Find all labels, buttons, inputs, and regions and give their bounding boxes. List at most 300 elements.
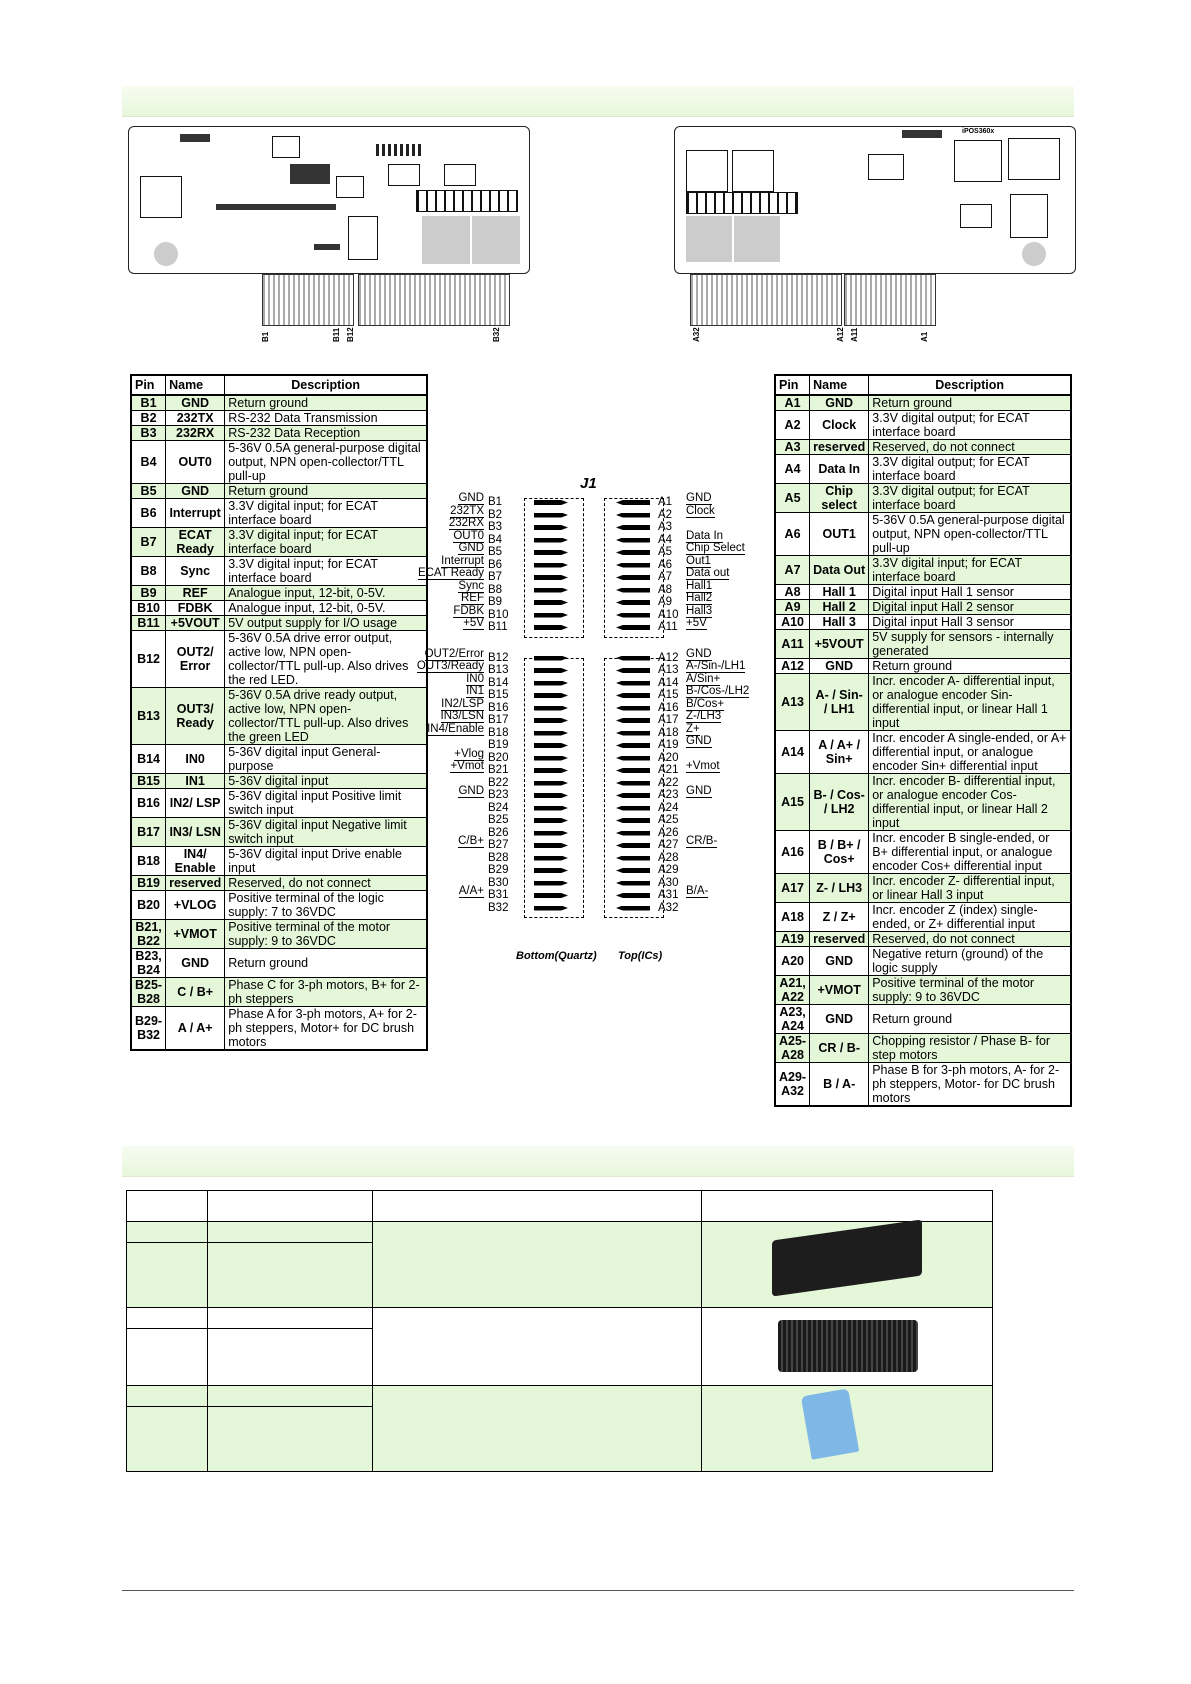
table-row bbox=[131, 395, 427, 411]
pin-name-cell: OUT2/ Error bbox=[166, 631, 225, 688]
connector-image-3 bbox=[801, 1388, 859, 1459]
pin-desc-cell: 5-36V digital input Negative limit switch input bbox=[225, 818, 427, 847]
pin-pin-cell: A7 bbox=[775, 556, 810, 585]
j1-pin-contact-b bbox=[534, 781, 568, 786]
j1-pin-label-b: B4 bbox=[488, 533, 503, 546]
pin-name-cell: +VMOT bbox=[166, 920, 225, 949]
cell bbox=[127, 1191, 208, 1222]
pin-name-cell: 232TX bbox=[166, 411, 225, 426]
j1-signal-right: Z+ bbox=[686, 722, 700, 735]
pin-desc-cell: Return ground bbox=[225, 949, 427, 978]
board-label-b32: B32 bbox=[492, 327, 501, 342]
j1-pin-label-a: A30 bbox=[658, 876, 679, 889]
pin-name-cell: OUT0 bbox=[166, 441, 225, 484]
j1-pin-contact-a bbox=[616, 893, 650, 898]
table-row bbox=[131, 949, 427, 978]
table-row bbox=[131, 688, 427, 745]
pin-pin-cell: A20 bbox=[775, 947, 810, 976]
cell bbox=[127, 1329, 208, 1386]
j1-pin-label-a: A4 bbox=[658, 533, 673, 546]
pin-pin-cell: A5 bbox=[775, 484, 810, 513]
j1-pin-label-a: A15 bbox=[658, 689, 679, 701]
j1-pin-label-a: A26 bbox=[658, 826, 679, 839]
component bbox=[376, 144, 422, 156]
cell bbox=[208, 1222, 373, 1243]
pin-name-cell: Z / Z+ bbox=[810, 903, 869, 932]
pin-pin-cell: A18 bbox=[775, 903, 810, 932]
j1-signal-right: A/Sin+ bbox=[686, 672, 721, 685]
table-row bbox=[775, 731, 1071, 774]
pin-name-cell: B / A- bbox=[810, 1063, 869, 1107]
j1-pin-contact-a bbox=[616, 563, 650, 568]
j1-title: J1 bbox=[580, 475, 597, 492]
j1-pin-contact-b bbox=[534, 868, 568, 873]
j1-pin-contact-b bbox=[534, 550, 568, 555]
cell bbox=[208, 1407, 373, 1472]
pin-name-cell: IN2/ LSP bbox=[166, 789, 225, 818]
pin-name-cell: Data Out bbox=[810, 556, 869, 585]
j1-pin-contact-a bbox=[616, 550, 650, 555]
cell bbox=[702, 1386, 993, 1472]
j1-signal-left: +5V bbox=[463, 617, 484, 629]
j1-pin-label-b: B14 bbox=[488, 676, 509, 689]
j1-pin-contact-a bbox=[616, 706, 650, 711]
cell bbox=[208, 1191, 373, 1222]
pin-pin-cell: A23, A24 bbox=[775, 1005, 810, 1034]
pin-pin-cell: B9 bbox=[131, 586, 166, 601]
pin-desc-cell: Incr. encoder A single-ended, or A+ differential input, or analogue encoder Sin+ differential input bbox=[869, 731, 1071, 774]
pin-desc-cell: Phase A for 3-ph motors, A+ for 2-ph steppers, Motor+ for DC brush motors bbox=[225, 1007, 427, 1051]
pin-desc-cell: 3.3V digital output; for ECAT interface board bbox=[869, 455, 1071, 484]
table-row bbox=[775, 903, 1071, 932]
pin-name-cell: Chip select bbox=[810, 484, 869, 513]
pin-name-cell: A / A+ bbox=[166, 1007, 225, 1051]
table-row bbox=[131, 586, 427, 601]
pin-pin-cell: A16 bbox=[775, 831, 810, 874]
pin-name-cell: reserved bbox=[810, 932, 869, 947]
j1-pin-label-a: A23 bbox=[658, 789, 679, 801]
pin-desc-cell: Digital input Hall 1 sensor bbox=[869, 585, 1071, 600]
j1-pin-label-b: B19 bbox=[488, 739, 509, 751]
j1-connector-diagram bbox=[416, 470, 750, 962]
pin-pin-cell: B20 bbox=[131, 891, 166, 920]
chip-label: iPOS360x bbox=[962, 128, 995, 135]
table-row bbox=[131, 616, 427, 631]
pin-desc-cell: 5-36V 0.5A drive error output, active low, NPN open-collector/TTL pull-up. Also drives the red LED. bbox=[225, 631, 427, 688]
j1-pin-contact-b bbox=[534, 881, 568, 886]
table-row bbox=[127, 1222, 993, 1243]
j1-pin-contact-a bbox=[616, 500, 650, 505]
pin-name-cell: Hall 3 bbox=[810, 615, 869, 630]
pin-pin-cell: B14 bbox=[131, 745, 166, 774]
pin-desc-cell: 5-36V 0.5A general-purpose digital output, NPN open-collector/TTL pull-up bbox=[225, 441, 427, 484]
j1-signal-right: Hall3 bbox=[686, 604, 713, 617]
pin-desc-cell: Incr. encoder A- differential input, or analogue encoder Sin-differential input, or linear Hall 1 input bbox=[869, 674, 1071, 731]
component bbox=[686, 150, 728, 192]
pin-name-cell: C / B+ bbox=[166, 978, 225, 1007]
j1-pin-label-a: A5 bbox=[658, 546, 673, 558]
pin-desc-cell: Negative return (ground) of the logic supply bbox=[869, 947, 1071, 976]
pin-desc-cell: 5V output supply for I/O usage bbox=[225, 616, 427, 631]
j1-pin-contact-b bbox=[534, 831, 568, 836]
table-row bbox=[775, 630, 1071, 659]
pin-pin-cell: B7 bbox=[131, 528, 166, 557]
j1-pin-label-b: B24 bbox=[488, 801, 509, 814]
table-row bbox=[775, 1005, 1071, 1034]
j1-signal-right: Clock bbox=[686, 504, 715, 517]
j1-signal-right: Hall1 bbox=[686, 579, 713, 592]
j1-pin-contact-a bbox=[616, 575, 650, 580]
j1-pin-label-b: B30 bbox=[488, 876, 509, 889]
pin-name-cell: +5VOUT bbox=[810, 630, 869, 659]
j1-pin-label-a: A21 bbox=[658, 764, 679, 776]
table-row bbox=[775, 615, 1071, 630]
pin-name-cell: Z- / LH3 bbox=[810, 874, 869, 903]
j1-signal-left: +Vlog bbox=[454, 747, 484, 760]
j1-pin-label-a: A18 bbox=[658, 726, 679, 739]
pin-table-b bbox=[130, 374, 428, 1051]
pin-desc-cell: Phase B for 3-ph motors, A- for 2-ph steppers, Motor- for DC brush motors bbox=[869, 1063, 1071, 1107]
j1-pin-contact-a bbox=[616, 743, 650, 748]
j1-signal-left: IN1 bbox=[466, 685, 484, 697]
pin-name-cell: +5VOUT bbox=[166, 616, 225, 631]
table-row bbox=[775, 947, 1071, 976]
pin-pin-cell: B2 bbox=[131, 411, 166, 426]
table-row bbox=[775, 585, 1071, 600]
j1-signal-right: Data In bbox=[686, 529, 724, 542]
j1-pin-label-b: B5 bbox=[488, 546, 503, 558]
pin-desc-cell: 5-36V digital input Positive limit switch input bbox=[225, 789, 427, 818]
component bbox=[902, 130, 942, 138]
pin-pin-cell: A21, A22 bbox=[775, 976, 810, 1005]
component bbox=[422, 216, 470, 264]
j1-pin-label-b: B7 bbox=[488, 571, 503, 583]
pin-pin-cell: B23, B24 bbox=[131, 949, 166, 978]
pin-pin-cell: A25- A28 bbox=[775, 1034, 810, 1063]
pin-pin-cell: A6 bbox=[775, 513, 810, 556]
pin-desc-cell: 3.3V digital input; for ECAT interface board bbox=[225, 557, 427, 586]
j1-pin-label-a: A6 bbox=[658, 558, 673, 571]
j1-pin-label-b: B26 bbox=[488, 826, 509, 839]
j1-signal-right: GND bbox=[686, 785, 712, 797]
round-pad bbox=[1022, 242, 1046, 266]
table-row bbox=[775, 874, 1071, 903]
cell bbox=[208, 1243, 373, 1308]
component bbox=[954, 140, 1002, 182]
pin-desc-cell: Analogue input, 12-bit, 0-5V. bbox=[225, 586, 427, 601]
j1-pin-label-a: A9 bbox=[658, 596, 673, 608]
cell bbox=[702, 1222, 993, 1308]
j1-pin-label-a: A13 bbox=[658, 664, 679, 676]
j1-pin-contact-b bbox=[534, 613, 568, 618]
j1-pin-label-b: B2 bbox=[488, 508, 503, 521]
j1-top-label: Top(ICs) bbox=[618, 950, 663, 962]
pin-name-cell: OUT3/ Ready bbox=[166, 688, 225, 745]
pin-name-cell: A / A+ / Sin+ bbox=[810, 731, 869, 774]
pin-pin-cell: A8 bbox=[775, 585, 810, 600]
j1-pin-contact-b bbox=[534, 818, 568, 823]
pin-pin-cell: A19 bbox=[775, 932, 810, 947]
j1-pin-contact-a bbox=[616, 656, 650, 661]
pin-pin-cell: B5 bbox=[131, 484, 166, 499]
j1-pin-contact-b bbox=[534, 843, 568, 848]
j1-pin-label-a: A25 bbox=[658, 814, 679, 826]
table-row bbox=[131, 411, 427, 426]
table-header-row bbox=[775, 375, 1071, 395]
table-row bbox=[775, 774, 1071, 831]
table-row bbox=[775, 659, 1071, 674]
pin-name-cell: GND bbox=[166, 484, 225, 499]
column-header: Pin bbox=[775, 375, 810, 395]
j1-pin-contact-a bbox=[616, 538, 650, 543]
j1-pin-contact-a bbox=[616, 600, 650, 605]
j1-pin-label-a: A29 bbox=[658, 864, 679, 876]
component bbox=[734, 216, 780, 262]
pin-pin-cell: B8 bbox=[131, 557, 166, 586]
column-header: Name bbox=[810, 375, 869, 395]
j1-signal-right: GND bbox=[686, 492, 712, 504]
pin-pin-cell: A4 bbox=[775, 455, 810, 484]
j1-pin-label-b: B1 bbox=[488, 496, 503, 508]
j1-pin-contact-b bbox=[534, 681, 568, 686]
j1-pin-contact-a bbox=[616, 768, 650, 773]
j1-signal-right: GND bbox=[686, 647, 712, 660]
pin-pin-cell: B13 bbox=[131, 688, 166, 745]
board-top-view bbox=[672, 124, 1082, 346]
j1-pin-contact-b bbox=[534, 893, 568, 898]
round-pad bbox=[154, 242, 178, 266]
table-row bbox=[131, 789, 427, 818]
j1-pin-label-a: A19 bbox=[658, 739, 679, 751]
j1-signal-left: IN2/LSP bbox=[441, 697, 484, 710]
pin-desc-cell: Incr. encoder B single-ended, or B+ differential input, or analogue encoder Cos+ differential input bbox=[869, 831, 1071, 874]
component bbox=[686, 192, 798, 214]
pin-pin-cell: A1 bbox=[775, 395, 810, 411]
table-row bbox=[131, 426, 427, 441]
j1-pin-contact-a bbox=[616, 731, 650, 736]
j1-pin-contact-b bbox=[534, 513, 568, 518]
pin-pin-cell: A2 bbox=[775, 411, 810, 440]
j1-pin-contact-a bbox=[616, 625, 650, 630]
board-label-b12: B12 bbox=[346, 327, 355, 342]
pin-pin-cell: B4 bbox=[131, 441, 166, 484]
j1-pin-label-b: B11 bbox=[488, 621, 508, 633]
pin-pin-cell: B6 bbox=[131, 499, 166, 528]
table-row bbox=[131, 484, 427, 499]
j1-pin-contact-a bbox=[616, 793, 650, 798]
cell bbox=[373, 1386, 702, 1472]
table-row bbox=[775, 831, 1071, 874]
pin-pin-cell: A29- A32 bbox=[775, 1063, 810, 1107]
pin-desc-cell: 3.3V digital input; for ECAT interface board bbox=[869, 556, 1071, 585]
pin-name-cell: 232RX bbox=[166, 426, 225, 441]
pin-desc-cell: Incr. encoder B- differential input, or analogue encoder Cos- differential input, or linear Hall 2 input bbox=[869, 774, 1071, 831]
cell bbox=[373, 1191, 702, 1222]
j1-signal-left: Sync bbox=[458, 579, 484, 592]
j1-pin-contact-a bbox=[616, 613, 650, 618]
pin-name-cell: Sync bbox=[166, 557, 225, 586]
j1-pin-label-b: B6 bbox=[488, 558, 503, 571]
j1-pin-contact-b bbox=[534, 768, 568, 773]
j1-pin-contact-b bbox=[534, 525, 568, 530]
j1-pin-label-b: B3 bbox=[488, 521, 503, 533]
j1-pin-contact-b bbox=[534, 625, 568, 630]
j1-pin-contact-b bbox=[534, 668, 568, 673]
table-row bbox=[775, 395, 1071, 411]
j1-signal-left: A/A+ bbox=[458, 885, 484, 897]
pin-desc-cell: 3.3V digital input; for ECAT interface board bbox=[225, 499, 427, 528]
j1-pin-label-a: A24 bbox=[658, 801, 679, 814]
j1-pin-contact-b bbox=[534, 756, 568, 761]
connector-image-1 bbox=[772, 1219, 922, 1296]
pin-desc-cell: Positive terminal of the motor supply: 9 to 36VDC bbox=[225, 920, 427, 949]
j1-pin-label-b: B31 bbox=[488, 889, 509, 901]
component bbox=[416, 190, 518, 212]
pin-desc-cell: RS-232 Data Reception bbox=[225, 426, 427, 441]
pin-desc-cell: 3.3V digital output; for ECAT interface board bbox=[869, 411, 1071, 440]
component bbox=[686, 216, 732, 262]
j1-signal-left: REF bbox=[461, 592, 484, 604]
edge-fingers-left bbox=[262, 274, 354, 326]
table-row bbox=[131, 601, 427, 616]
chip bbox=[140, 176, 182, 218]
pin-name-cell: B / B+ / Cos+ bbox=[810, 831, 869, 874]
j1-pin-label-a: A17 bbox=[658, 714, 679, 726]
j1-pin-contact-b bbox=[534, 575, 568, 580]
component bbox=[960, 204, 992, 228]
component bbox=[472, 216, 520, 264]
pin-pin-cell: A13 bbox=[775, 674, 810, 731]
component bbox=[290, 164, 330, 184]
j1-pin-contact-b bbox=[534, 588, 568, 593]
j1-pin-label-a: A2 bbox=[658, 508, 673, 521]
j1-pin-label-b: B15 bbox=[488, 689, 509, 701]
j1-signal-left: C/B+ bbox=[458, 835, 484, 847]
j1-pin-label-a: A12 bbox=[658, 651, 679, 664]
j1-signal-left: IN3/LSN bbox=[440, 710, 484, 722]
component bbox=[868, 154, 904, 180]
pin-pin-cell: A12 bbox=[775, 659, 810, 674]
pin-desc-cell: Reserved, do not connect bbox=[225, 876, 427, 891]
j1-pin-contact-a bbox=[616, 781, 650, 786]
cell bbox=[127, 1222, 208, 1243]
j1-pin-label-b: B27 bbox=[488, 839, 509, 851]
pin-desc-cell: 3.3V digital output; for ECAT interface board bbox=[869, 484, 1071, 513]
pin-pin-cell: B25- B28 bbox=[131, 978, 166, 1007]
table-row bbox=[775, 1034, 1071, 1063]
j1-pin-label-b: B22 bbox=[488, 776, 509, 789]
cell bbox=[127, 1308, 208, 1329]
pin-pin-cell: B15 bbox=[131, 774, 166, 789]
pin-pin-cell: B11 bbox=[131, 616, 166, 631]
connector-image-2 bbox=[778, 1320, 918, 1372]
board-bottom-view bbox=[126, 124, 536, 346]
pin-name-cell: GND bbox=[810, 947, 869, 976]
pin-pin-cell: A11 bbox=[775, 630, 810, 659]
pin-desc-cell: 5-36V 0.5A general-purpose digital output, NPN open-collector/TTL pull-up bbox=[869, 513, 1071, 556]
pin-desc-cell: Reserved, do not connect bbox=[869, 932, 1071, 947]
footer-rule bbox=[122, 1590, 1074, 1591]
pin-name-cell: +VLOG bbox=[166, 891, 225, 920]
j1-pin-contact-b bbox=[534, 906, 568, 911]
j1-signal-left: OUT2/Error bbox=[424, 647, 484, 660]
j1-pin-contact-b bbox=[534, 706, 568, 711]
j1-pin-label-b: B28 bbox=[488, 851, 509, 864]
j1-pin-contact-a bbox=[616, 806, 650, 811]
j1-pin-contact-b bbox=[534, 806, 568, 811]
j1-pin-contact-a bbox=[616, 718, 650, 723]
pin-desc-cell: 3.3V digital input; for ECAT interface board bbox=[225, 528, 427, 557]
pin-desc-cell: 5-36V digital input General-purpose bbox=[225, 745, 427, 774]
pin-name-cell: Clock bbox=[810, 411, 869, 440]
j1-pin-label-b: B25 bbox=[488, 814, 509, 826]
j1-signal-left: Interrupt bbox=[441, 554, 484, 567]
board-label-b1: B1 bbox=[261, 331, 270, 342]
j1-pin-label-a: A31 bbox=[658, 889, 679, 901]
j1-pin-contact-a bbox=[616, 513, 650, 518]
table-header-row bbox=[131, 375, 427, 395]
pin-pin-cell: B18 bbox=[131, 847, 166, 876]
j1-pin-contact-b bbox=[534, 500, 568, 505]
table-row bbox=[131, 818, 427, 847]
pin-name-cell: GND bbox=[810, 1005, 869, 1034]
table-row bbox=[131, 1007, 427, 1051]
table-row bbox=[775, 484, 1071, 513]
pin-desc-cell: 5-36V digital input Drive enable input bbox=[225, 847, 427, 876]
edge-fingers-right bbox=[358, 274, 510, 326]
j1-pin-label-a: A7 bbox=[658, 571, 673, 583]
pin-name-cell: GND bbox=[810, 395, 869, 411]
j1-bottom-label: Bottom(Quartz) bbox=[516, 950, 597, 962]
j1-signal-right: +5V bbox=[686, 617, 707, 629]
j1-pin-contact-a bbox=[616, 818, 650, 823]
table-row bbox=[131, 499, 427, 528]
j1-pin-contact-a bbox=[616, 868, 650, 873]
j1-pin-contact-a bbox=[616, 681, 650, 686]
pin-name-cell: +VMOT bbox=[810, 976, 869, 1005]
pin-pin-cell: B29- B32 bbox=[131, 1007, 166, 1051]
cell bbox=[208, 1308, 373, 1329]
pin-desc-cell: Digital input Hall 2 sensor bbox=[869, 600, 1071, 615]
j1-pin-label-a: A32 bbox=[658, 901, 679, 914]
table-row bbox=[131, 528, 427, 557]
pin-pin-cell: A10 bbox=[775, 615, 810, 630]
edge-fingers-right bbox=[844, 274, 936, 326]
pin-desc-cell: Return ground bbox=[225, 395, 427, 411]
j1-pin-contact-b bbox=[534, 856, 568, 861]
j1-pin-label-a: A28 bbox=[658, 851, 679, 864]
j1-signal-right: B/A- bbox=[686, 885, 709, 897]
pin-name-cell: reserved bbox=[810, 440, 869, 455]
j1-pin-contact-b bbox=[534, 743, 568, 748]
board-label-a1: A1 bbox=[920, 331, 929, 342]
pin-desc-cell: Reserved, do not connect bbox=[869, 440, 1071, 455]
pin-desc-cell: Return ground bbox=[225, 484, 427, 499]
j1-pin-contact-a bbox=[616, 881, 650, 886]
j1-pin-contact-a bbox=[616, 668, 650, 673]
j1-pin-label-a: A10 bbox=[658, 608, 679, 621]
pin-name-cell: Interrupt bbox=[166, 499, 225, 528]
j1-signal-left: GND bbox=[458, 785, 484, 797]
j1-pin-label-b: B20 bbox=[488, 751, 509, 764]
cell bbox=[373, 1222, 702, 1308]
component bbox=[180, 134, 210, 142]
pin-desc-cell: Return ground bbox=[869, 395, 1071, 411]
pin-name-cell: GND bbox=[166, 395, 225, 411]
j1-pin-label-b: B18 bbox=[488, 726, 509, 739]
j1-pin-contact-a bbox=[616, 756, 650, 761]
table-row bbox=[775, 976, 1071, 1005]
